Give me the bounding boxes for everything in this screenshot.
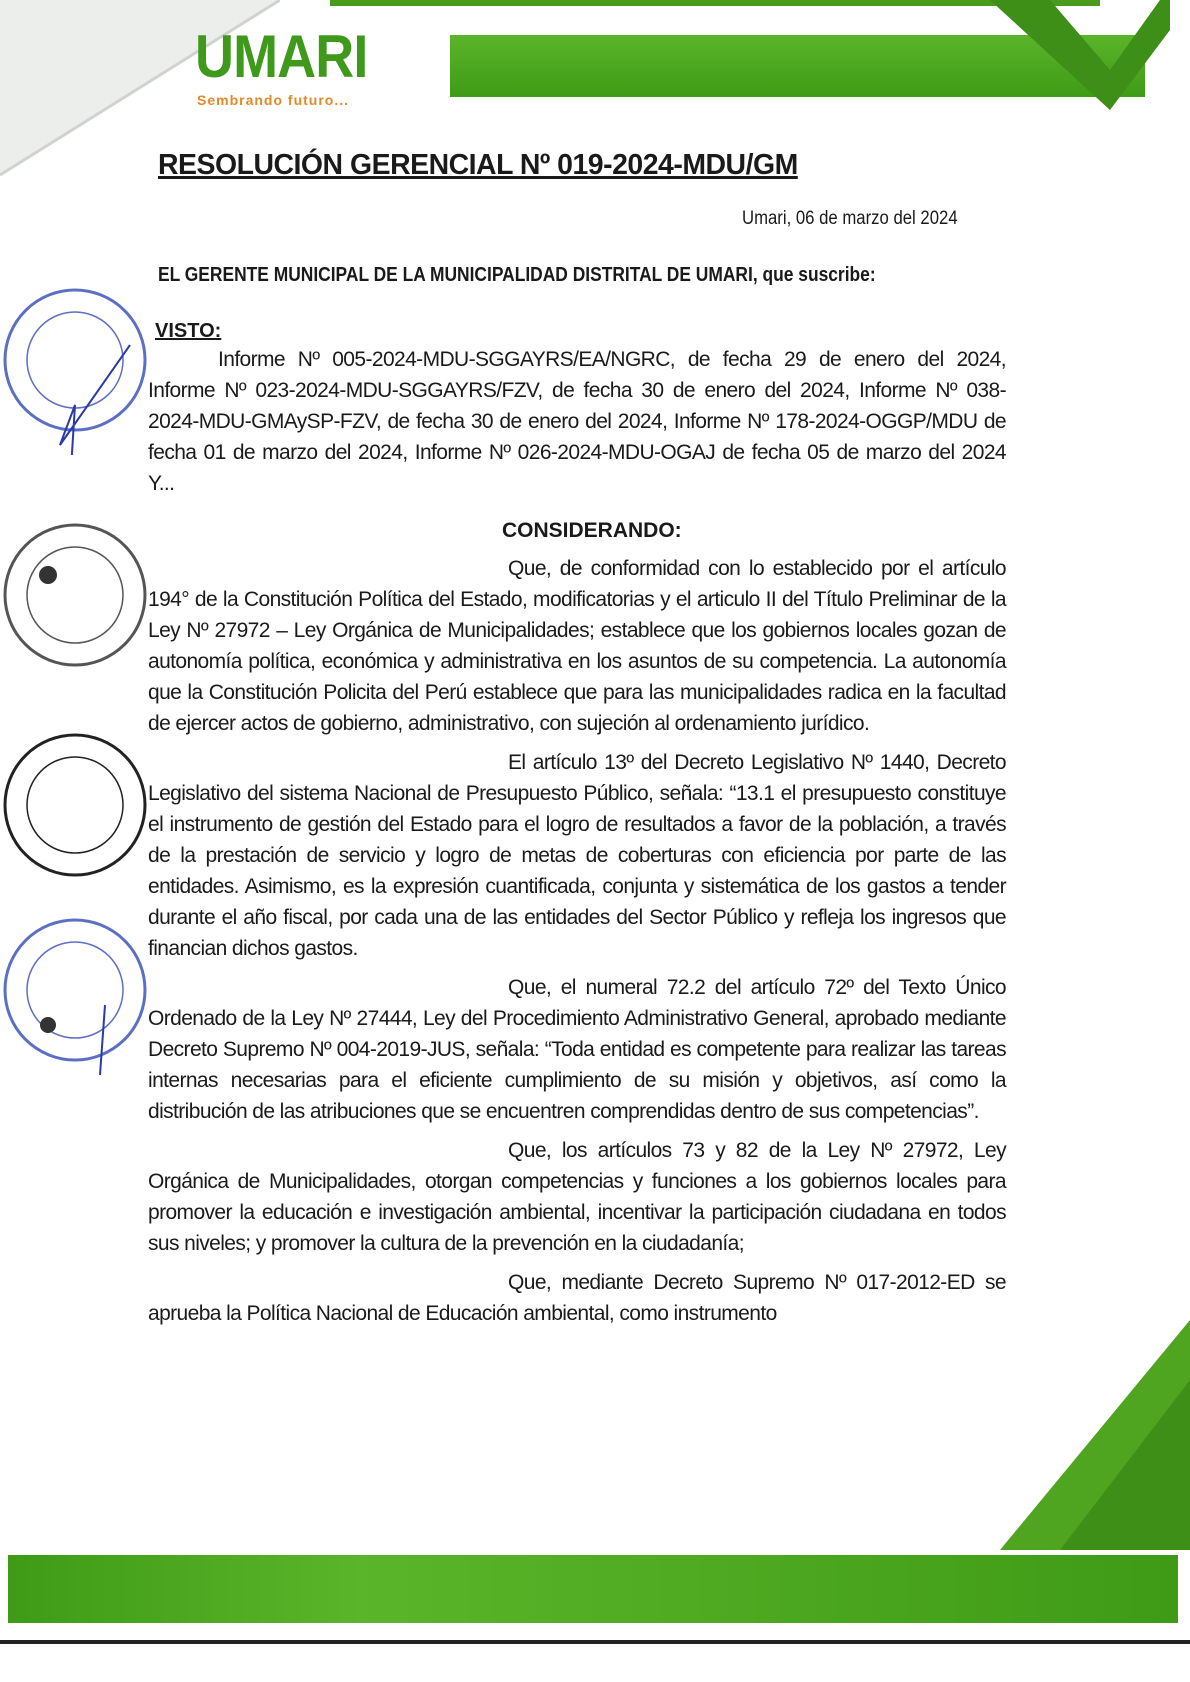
stamp-gerencia-municipal	[0, 285, 160, 455]
considerando-paragraph: El artículo 13º del Decreto Legislativo Nº 1440, Decreto Legislativo del sistema Nacional de Presupuesto Público, señala: “13.1 el presupuesto constituye el instrumento de gestión del Estado para el logro de resultados a favor de la población, a través de la prestación de servicio y logro de metas de coberturas con eficiencia por parte de las entidades. Asimismo, es la expresión cuantificada, conjunta y sistemática de los gastos a tender durante el año fiscal, por cada una de las entidades del Sector Público y refleja los ingresos que financian dichos gastos.	[148, 751, 1006, 960]
stamp-asesoria-legal	[0, 915, 160, 1085]
header-chevron-decoration	[990, 0, 1170, 110]
footer-chevron-decoration	[1000, 1320, 1190, 1550]
considerando-paragraph: Que, el numeral 72.2 del artículo 72º del Texto Único Ordenado de la Ley Nº 27444, Ley del Procedimiento Administrativo General, aprobado mediante Decreto Supremo Nº 004-2019-JUS, señala: “Toda entidad es competente para realizar las tareas internas necesarias para el eficiente cumplimiento de su misión y objetivos, así como la distribución de las atribuciones que se encuentren comprendidas dentro de sus competencias”.	[148, 976, 1006, 1123]
document-title: RESOLUCIÓN GERENCIAL Nº 019-2024-MDU/GM	[158, 149, 798, 181]
logo-text: UMARI	[195, 23, 368, 90]
considerando-paragraph: Que, mediante Decreto Supremo Nº 017-2012-ED se aprueba la Política Nacional de Educación ambiental, como instrumento	[148, 1271, 1006, 1325]
document-body	[148, 318, 1006, 1329]
logo-slogan: Sembrando futuro...	[197, 92, 349, 108]
intro-heading: EL GERENTE MUNICIPAL DE LA MUNICIPALIDAD DISTRITAL DE UMARI, que suscribe:	[158, 264, 876, 286]
visto-text: Informe Nº 005-2024-MDU-SGGAYRS/EA/NGRC, de fecha 29 de enero del 2024, Informe Nº 023-2024-MDU-SGGAYRS/FZV, de fecha 30 de enero del 2024, Informe Nº 038-2024-MDU-GMAySP-FZV, de fecha 30 de enero del 2024, Informe Nº 178-2024-OGGP/MDU de fecha 01 de marzo del 2024, Informe Nº 026-2024-MDU-OGAJ de fecha 05 de marzo del 2024 Y...	[148, 348, 1006, 495]
stamp-gmaysp	[0, 520, 160, 690]
page-edge-line	[0, 1640, 1190, 1644]
considerando-heading: CONSIDERANDO:	[502, 519, 682, 542]
document-date: Umari, 06 de marzo del 2024	[742, 208, 958, 229]
header-top-stripe	[330, 0, 1100, 6]
footer-green-bar	[8, 1555, 1178, 1623]
visto-heading: VISTO:	[155, 320, 222, 342]
considerando-paragraph: Que, de conformidad con lo establecido por el artículo 194° de la Constitución Política del Estado, modificatorias y el articulo II del Título Preliminar de la Ley Nº 27972 – Ley Orgánica de Municipalidades; establece que los gobiernos locales gozan de autonomía política, económica y administrativa en los asuntos de su competencia. La autonomía que la Constitución Policita del Perú establece que para las municipalidades radica en la facultad de ejercer actos de gobierno, administrativo, con sujeción al ordenamiento jurídico.	[148, 557, 1006, 735]
considerando-paragraph: Que, los artículos 73 y 82 de la Ley Nº 27972, Ley Orgánica de Municipalidades, otorgan competencias y funciones a los gobiernos locales para promover la educación e investigación ambiental, incentivar la participación ciudadana en todos sus niveles; y promover la cultura de la prevención en la ciudadanía;	[148, 1139, 1006, 1255]
stamp-planificacion	[0, 730, 160, 900]
